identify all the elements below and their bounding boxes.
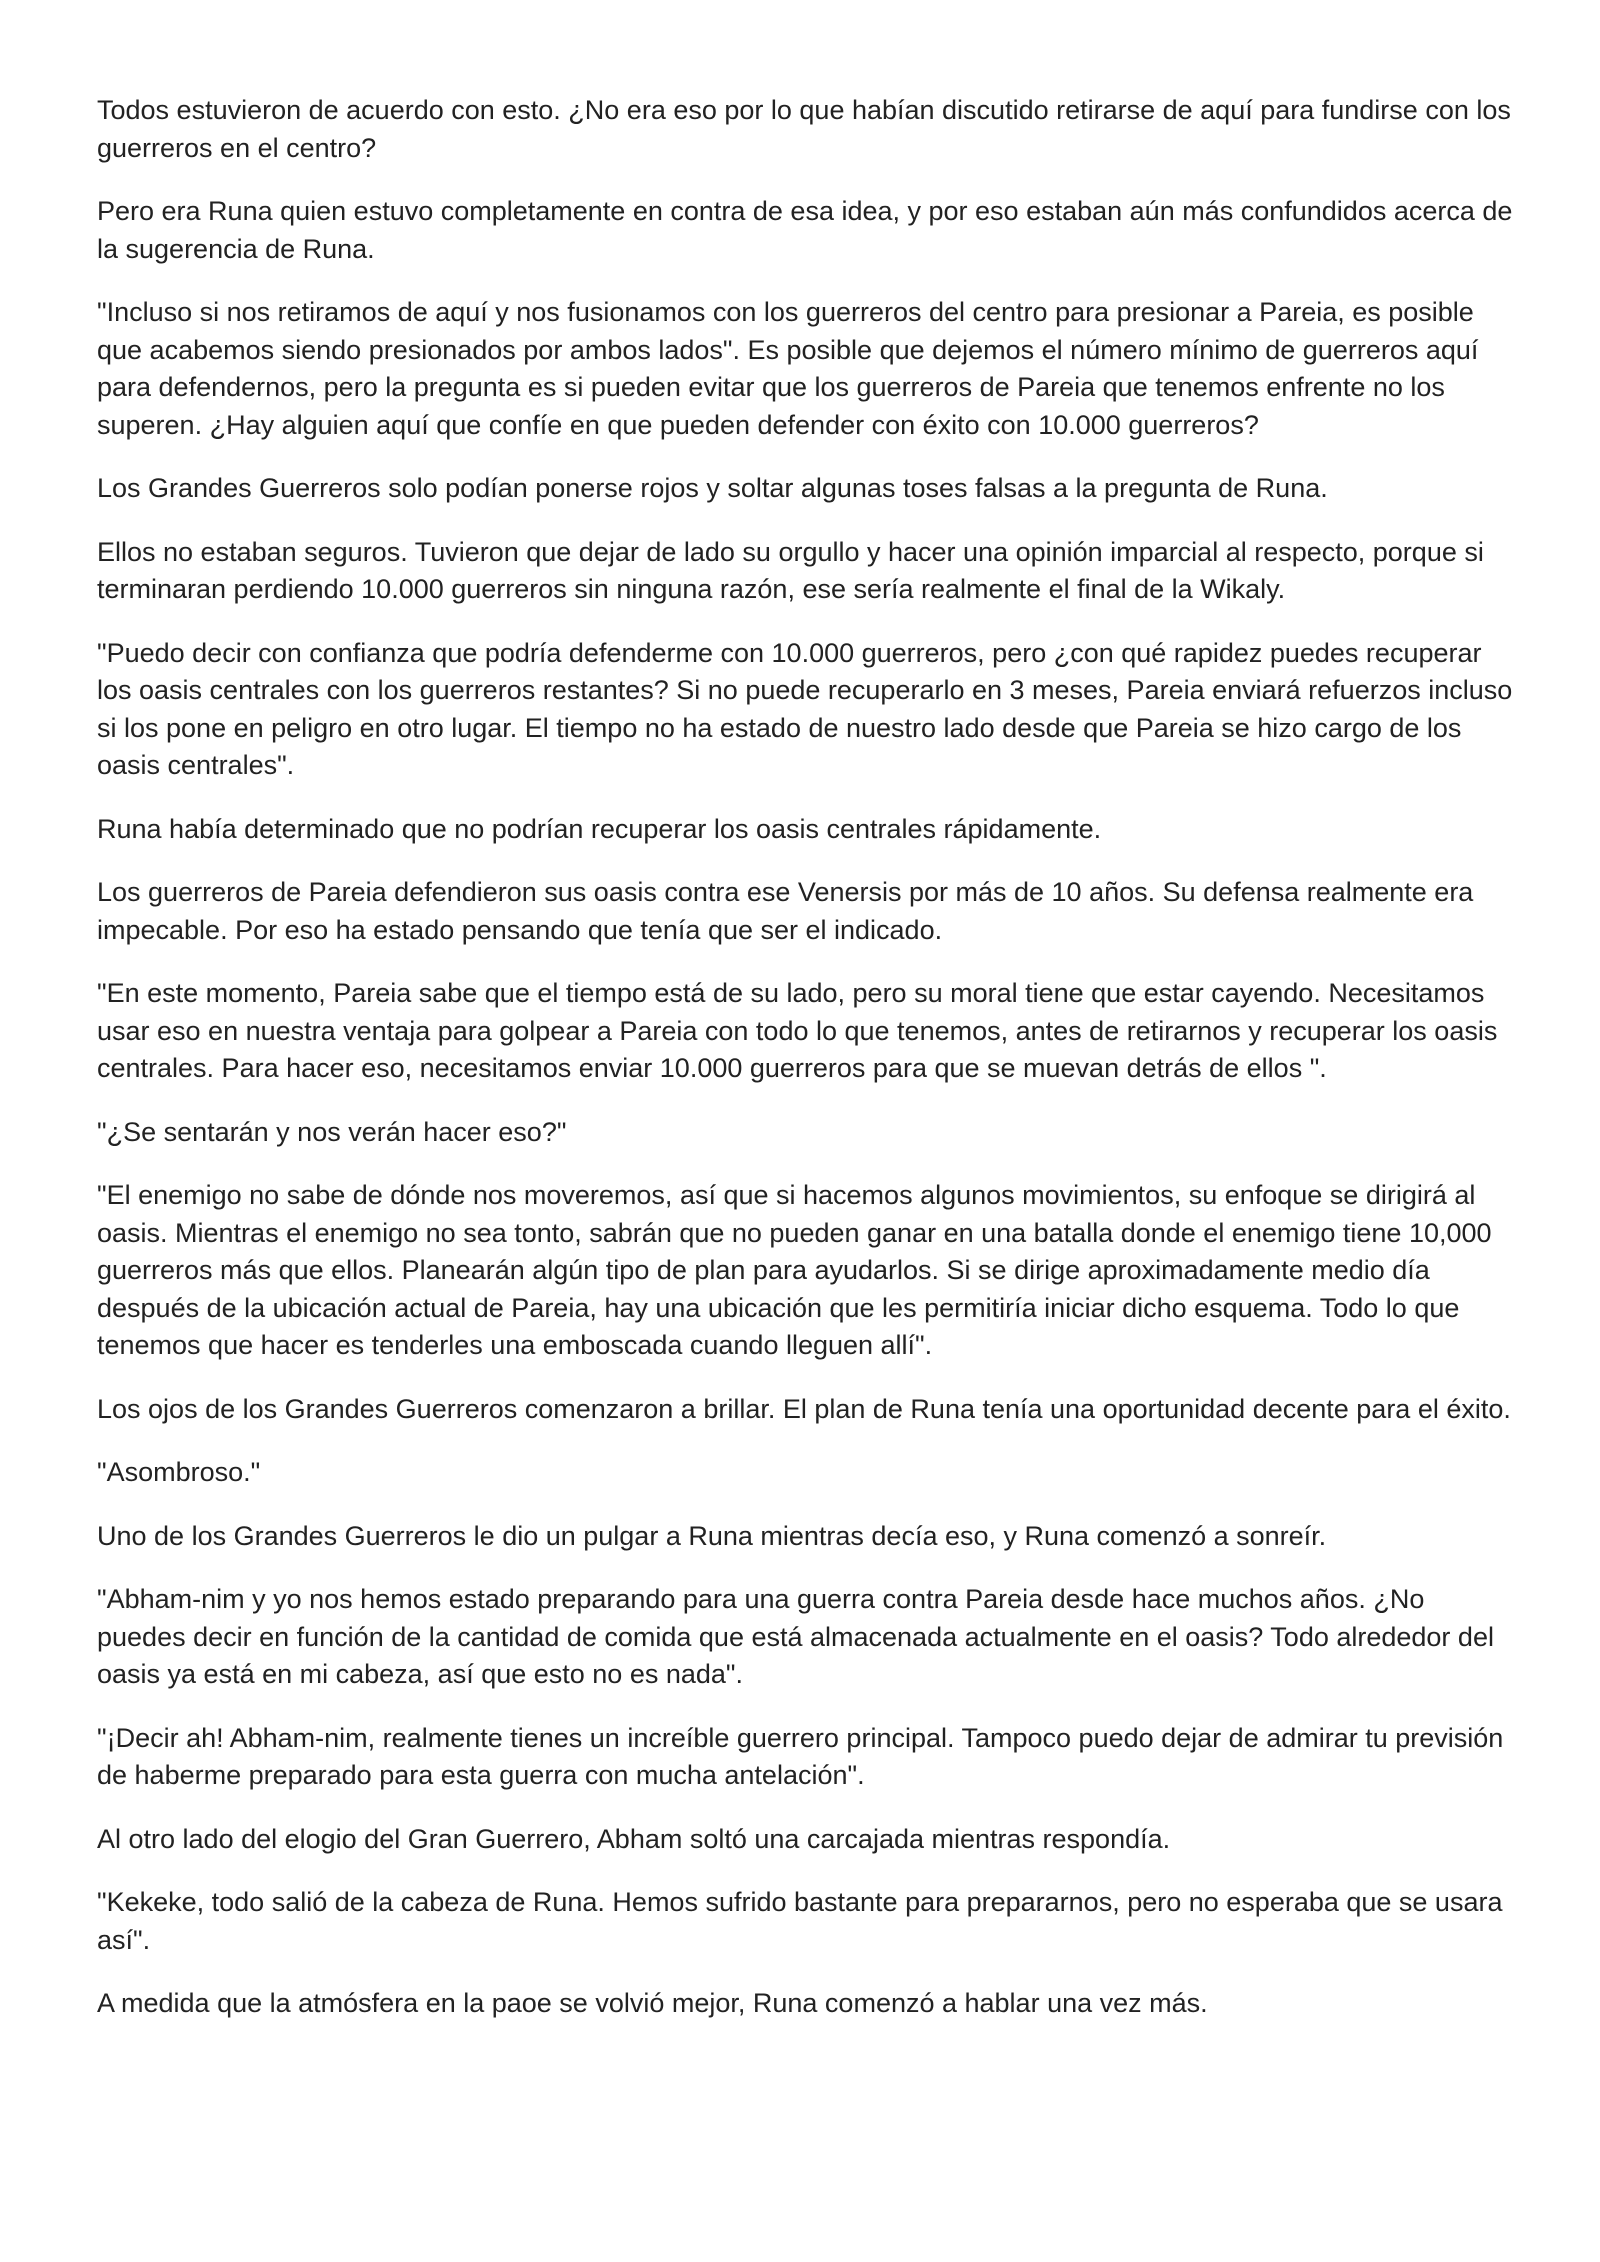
paragraph: "El enemigo no sabe de dónde nos moveremos, así que si hacemos algunos movimientos, su enfoque se dirigirá al oasis. Mientras el enemigo no sea tonto, sabrán que no pueden ganar en una batalla donde el enemigo tiene 10,000 guerreros más que ellos. Planearán algún tipo de plan para ayudarlos. Si se dirige aproximadamente medio día después de la ubicación actual de Pareia, hay una ubicación que les permitiría iniciar dicho esquema. Todo lo que tenemos que hacer es tenderles una emboscada cuando lleguen allí". — [97, 1180, 1492, 1360]
paragraph: Uno de los Grandes Guerreros le dio un pulgar a Runa mientras decía eso, y Runa comenzó a sonreír. — [97, 1520, 1327, 1551]
paragraph: "En este momento, Pareia sabe que el tiempo está de su lado, pero su moral tiene que estar cayendo. Necesitamos usar eso en nuestra ventaja para golpear a Pareia con todo lo que tenemos, antes de retirarnos y recuperar los oasis centrales. Para hacer eso, necesitamos enviar 10.000 guerreros para que se muevan detrás de ellos ". — [97, 978, 1498, 1083]
paragraph: "¡Decir ah! Abham-nim, realmente tienes un increíble guerrero principal. Tampoco puedo dejar de admirar tu previsión de haberme preparado para esta guerra con mucha antelación". — [97, 1722, 1504, 1790]
paragraph: Pero era Runa quien estuvo completamente en contra de esa idea, y por eso estaban aún más confundidos acerca de la sugerencia de Runa. — [97, 196, 1513, 264]
paragraph: "Kekeke, todo salió de la cabeza de Runa. Hemos sufrido bastante para prepararnos, pero no esperaba que se usara así". — [97, 1887, 1503, 1955]
paragraph: Los Grandes Guerreros solo podían ponerse rojos y soltar algunas toses falsas a la pregunta de Runa. — [97, 473, 1328, 503]
paragraph: Todos estuvieron de acuerdo con esto. ¿No era eso por lo que habían discutido retirarse de aquí para fundirse con los guerreros en el centro? — [97, 95, 1511, 163]
paragraph: "Puedo decir con confianza que podría defenderme con 10.000 guerreros, pero ¿con qué rapidez puedes recuperar los oasis centrales con los guerreros restantes? Si no puede recuperarlo en 3 meses, Pareia enviará refuerzos incluso si los pone en peligro en otro lugar. El tiempo no ha estado de nuestro lado desde que Pareia se hizo cargo de los oasis centrales". — [97, 637, 1513, 780]
paragraph: Ellos no estaban seguros. Tuvieron que dejar de lado su orgullo y hacer una opinión imparcial al respecto, porque si terminaran perdiendo 10.000 guerreros sin ninguna razón, ese sería realmente el final de la Wikaly. — [97, 536, 1484, 604]
paragraph: Los ojos de los Grandes Guerreros comenzaron a brillar. El plan de Runa tenía una oportunidad decente para el éxito. — [97, 1393, 1511, 1424]
paragraph: Los guerreros de Pareia defendieron sus oasis contra ese Venersis por más de 10 años. Su defensa realmente era impecable. Por eso ha estado pensando que tenía que ser el indicado. — [97, 877, 1474, 945]
paragraph: "Incluso si nos retiramos de aquí y nos fusionamos con los guerreros del centro para presionar a Pareia, es posible que acabemos siendo presionados por ambos lados". Es posible que dejemos el número mínimo de guerreros aquí para defendernos, pero la pregunta es si pueden evitar que los guerreros de Pareia que tenemos enfrente no los superen. ¿Hay alguien aquí que confíe en que pueden defender con éxito con 10.000 guerreros? — [97, 297, 1479, 440]
paragraph: A medida que la atmósfera en la paoe se volvió mejor, Runa comenzó a hablar una vez más. — [97, 1988, 1208, 2018]
paragraph: Al otro lado del elogio del Gran Guerrero, Abham soltó una carcajada mientras respondía. — [97, 1823, 1171, 1854]
paragraph: "¿Se sentarán y nos verán hacer eso?" — [97, 1116, 567, 1147]
document-page — [97, 92, 1517, 2049]
paragraph: "Abham-nim y yo nos hemos estado preparando para una guerra contra Pareia desde hace muchos años. ¿No puedes decir en función de la cantidad de comida que está almacenada actualmente en el oasis? Todo alrededor del oasis ya está en mi cabeza, así que esto no es nada". — [97, 1584, 1494, 1689]
paragraph: "Asombroso." — [97, 1457, 261, 1487]
paragraph: Runa había determinado que no podrían recuperar los oasis centrales rápidamente. — [97, 813, 1102, 844]
